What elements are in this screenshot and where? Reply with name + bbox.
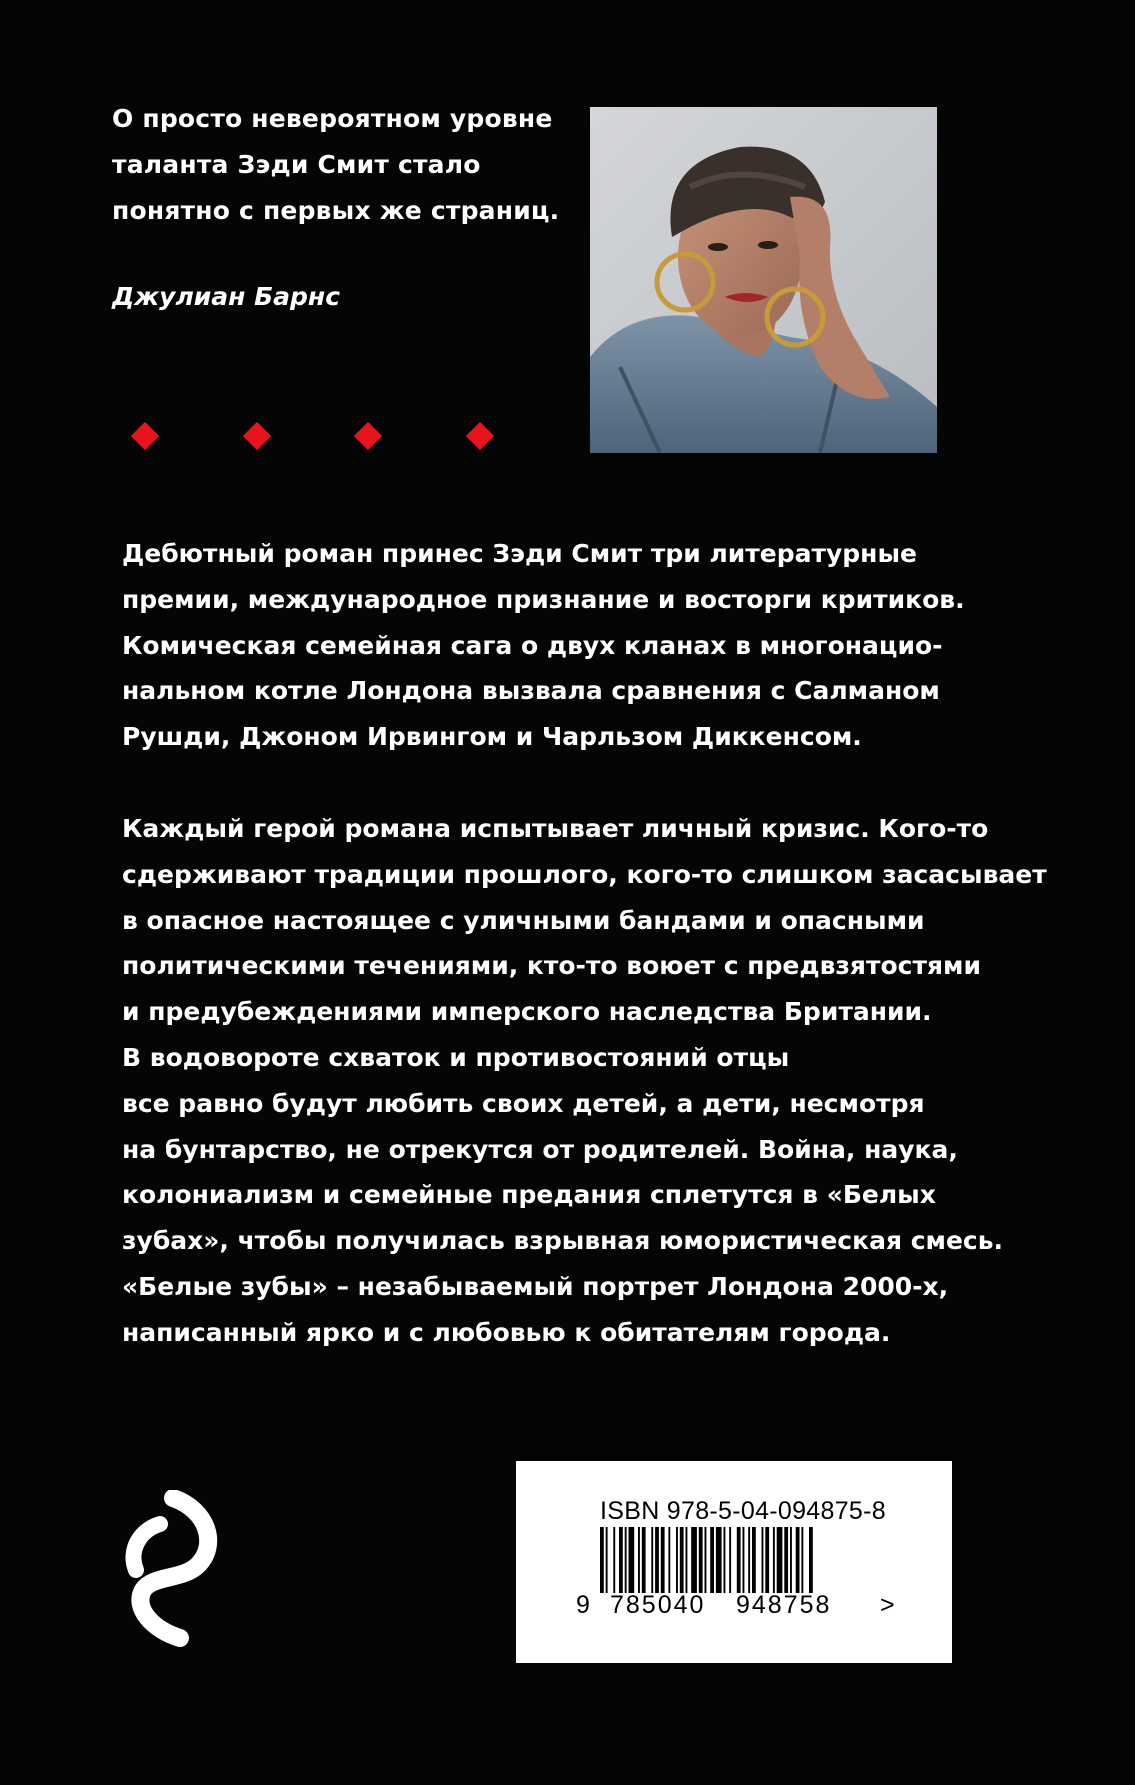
barcode-bar — [619, 1527, 623, 1593]
quote-line: таланта Зэди Смит стало — [112, 150, 481, 179]
barcode-bar — [668, 1527, 670, 1593]
barcode-bar — [716, 1527, 722, 1593]
barcode-group-2: 948758 — [736, 1591, 832, 1619]
barcode-bar — [762, 1527, 764, 1593]
barcode-bar — [642, 1527, 646, 1593]
diamond-icon — [131, 422, 159, 450]
eksmo-logo-icon — [118, 1490, 228, 1650]
text-line: сдерживают традиции прошлого, кого-то слишком засасывает — [122, 859, 1047, 889]
barcode-bar — [680, 1527, 684, 1593]
barcode-arrow: > — [880, 1591, 895, 1619]
barcode-bar — [790, 1527, 792, 1593]
text-line: нальном котле Лондона вызвала сравнения с Салманом — [122, 676, 940, 706]
barcode-panel — [516, 1461, 952, 1663]
barcode-bar — [777, 1527, 783, 1593]
barcode-bar — [752, 1527, 756, 1593]
barcode-group-1: 785040 — [610, 1591, 706, 1619]
barcode-bar — [676, 1527, 678, 1593]
description-paragraph-2 — [122, 806, 1047, 1356]
barcode-bar — [765, 1527, 769, 1593]
barcode-bar — [705, 1527, 707, 1593]
text-line: политическими течениями, кто-то воюет с предвзятостями — [122, 951, 981, 981]
barcode-bar — [606, 1527, 608, 1593]
barcode-bar — [737, 1527, 741, 1593]
barcode-bar — [699, 1527, 703, 1593]
barcode-bar — [724, 1527, 726, 1593]
barcode-bar — [796, 1527, 800, 1593]
text-line: все равно будут любить своих детей, а дети, несмотря — [122, 1088, 925, 1118]
barcode-bar — [629, 1527, 635, 1593]
barcode-bar — [748, 1527, 750, 1593]
barcode-bar — [686, 1527, 688, 1593]
text-line: написанный ярко и с любовью к обитателям города. — [122, 1317, 891, 1347]
quote-line: О просто невероятном уровне — [112, 104, 553, 133]
barcode-bar — [801, 1527, 803, 1593]
text-line: «Белые зубы» – незабываемый портрет Лондона 2000-х, — [122, 1271, 949, 1301]
barcode-bar — [655, 1527, 659, 1593]
isbn-label: ISBN 978-5-04-094875-8 — [600, 1497, 886, 1525]
barcode-first-digit: 9 — [576, 1591, 590, 1619]
diamond-icon — [243, 422, 271, 450]
barcode-bar — [773, 1527, 775, 1593]
barcode-bar — [691, 1527, 697, 1593]
text-line: Дебютный роман принес Зэди Смит три литературные — [122, 539, 918, 568]
barcode-bar — [661, 1527, 665, 1593]
text-line: в опасное настоящее с уличными бандами и опасными — [122, 905, 925, 935]
barcode-bar — [784, 1527, 788, 1593]
quote-author: Джулиан Барнс — [112, 282, 341, 311]
quote-line: понятно с первых же страниц. — [112, 196, 560, 225]
text-line: премии, международное признание и восторги критиков. — [122, 584, 965, 614]
barcode-bar — [809, 1527, 813, 1593]
text-line: Рушди, Джоном Ирвингом и Чарльзом Диккенсом. — [122, 722, 862, 752]
barcode-bar — [743, 1527, 745, 1593]
quote-block — [112, 96, 582, 234]
barcode-bar — [729, 1527, 731, 1593]
description-paragraph-1 — [122, 531, 982, 760]
barcode-bar — [625, 1527, 627, 1593]
text-line: колониализм и семейные предания сплетутся в «Белых — [122, 1180, 936, 1210]
author-portrait-image — [590, 107, 937, 453]
author-photo — [590, 107, 937, 453]
publisher-logo — [118, 1490, 228, 1650]
text-line: Комическая семейная сага о двух кланах в многонацио- — [122, 630, 943, 660]
barcode-bar — [638, 1527, 640, 1593]
diamond-icon — [354, 422, 382, 450]
text-line: зубах», чтобы получилась взрывная юмористическая смесь. — [122, 1226, 1004, 1256]
text-line: В водовороте схваток и противостояний отцы — [122, 1042, 790, 1072]
text-line: на бунтарство, не отрекутся от родителей. Война, наука, — [122, 1134, 958, 1164]
diamond-icon — [466, 422, 494, 450]
barcode-bar — [613, 1527, 615, 1593]
barcode-bars — [600, 1527, 870, 1593]
barcode-bar — [710, 1527, 714, 1593]
text-line: и предубеждениями имперского наследства Британии. — [122, 997, 932, 1027]
text-line: Каждый герой романа испытывает личный кризис. Кого-то — [122, 814, 989, 843]
barcode-bar — [651, 1527, 653, 1593]
barcode-bar — [600, 1527, 604, 1593]
